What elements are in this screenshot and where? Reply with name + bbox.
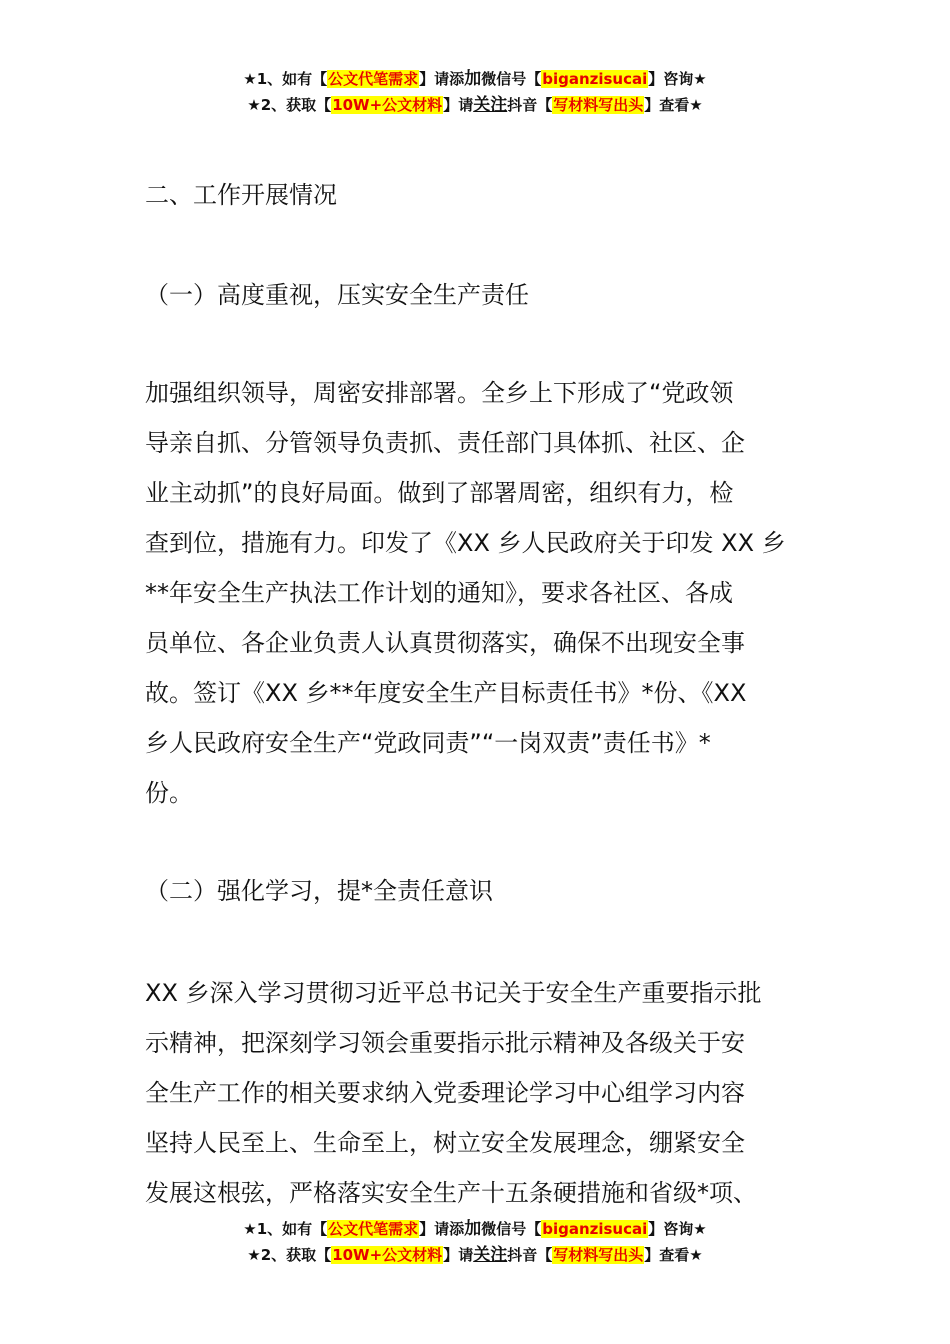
promo-text: ★2、获取【 [247, 1246, 332, 1264]
promo-highlight: 10W+公文材料 [332, 96, 443, 114]
paragraph-line: 查到位，措施有力。印发了《XX 乡人民政府关于印发 XX 乡 [145, 529, 786, 557]
promo-highlight: 10W+公文材料 [332, 1246, 443, 1264]
promo-banner-top [0, 66, 950, 118]
subheading-1: （一）高度重视，压实安全生产责任 [145, 281, 529, 309]
promo-text: ★2、获取【 [247, 96, 332, 114]
promo-text: 】请添 [419, 1220, 465, 1238]
promo-line-2 [0, 92, 950, 118]
subheading-2: （二）强化学习，提*全责任意识 [145, 877, 493, 905]
promo-line-2 [0, 1242, 950, 1268]
promo-text: 】请 [443, 1246, 474, 1264]
promo-text: 微信号【 [481, 70, 542, 88]
promo-text: 】请 [443, 96, 474, 114]
paragraph-line: 示精神，把深刻学习领会重要指示批示精神及各级关于安 [145, 1029, 745, 1057]
paragraph-line: 乡人民政府安全生产“党政同责”“一岗双责”责任书》* [145, 729, 711, 757]
promo-text: 关注 [473, 1245, 508, 1265]
promo-line-1 [0, 1216, 950, 1242]
promo-text: 加 [464, 1219, 482, 1239]
promo-text: 】查看★ [644, 1246, 703, 1264]
paragraph-line: 业主动抓”的良好局面。做到了部署周密，组织有力，检 [145, 479, 734, 507]
promo-banner-bottom [0, 1216, 950, 1268]
section-heading: 二、工作开展情况 [145, 181, 337, 209]
promo-text: 加 [464, 69, 482, 89]
promo-wechat-id: biganzisucai [542, 1220, 648, 1238]
paragraph-line: 全生产工作的相关要求纳入党委理论学习中心组学习内容 [145, 1079, 745, 1107]
promo-douyin-id: 写材料写出头 [553, 1246, 644, 1264]
paragraph-2 [145, 968, 813, 1218]
paragraph-line: 加强组织领导，周密安排部署。全乡上下形成了“党政领 [145, 379, 734, 407]
promo-text: 】请添 [419, 70, 465, 88]
paragraph-line: 份。 [145, 779, 193, 807]
paragraph-line: XX 乡深入学习贯彻习近平总书记关于安全生产重要指示批 [145, 979, 762, 1007]
promo-text: 】咨询★ [648, 70, 707, 88]
paragraph-line: 发展这根弦，严格落实安全生产十五条硬措施和省级*项、 [145, 1179, 757, 1207]
promo-text: 抖音【 [507, 1246, 553, 1264]
promo-text: 微信号【 [481, 1220, 542, 1238]
promo-text: 】咨询★ [648, 1220, 707, 1238]
paragraph-line: 坚持人民至上、生命至上，树立安全发展理念，绷紧安全 [145, 1129, 745, 1157]
paragraph-line: **年安全生产执法工作计划的通知》，要求各社区、各成 [145, 579, 733, 607]
promo-douyin-id: 写材料写出头 [553, 96, 644, 114]
promo-line-1 [0, 66, 950, 92]
paragraph-1 [145, 368, 813, 818]
promo-text: 抖音【 [507, 96, 553, 114]
promo-text: ★1、如有【 [243, 1220, 328, 1238]
promo-text: 】查看★ [644, 96, 703, 114]
paragraph-line: 导亲自抓、分管领导负责抓、责任部门具体抓、社区、企 [145, 429, 745, 457]
promo-wechat-id: biganzisucai [542, 70, 648, 88]
paragraph-line: 员单位、各企业负责人认真贯彻落实，确保不出现安全事 [145, 629, 745, 657]
promo-highlight: 公文代笔需求 [328, 70, 419, 88]
promo-text: ★1、如有【 [243, 70, 328, 88]
promo-highlight: 公文代笔需求 [328, 1220, 419, 1238]
promo-text: 关注 [473, 95, 508, 115]
paragraph-line: 故。签订《XX 乡**年度安全生产目标责任书》*份、《XX [145, 679, 747, 707]
